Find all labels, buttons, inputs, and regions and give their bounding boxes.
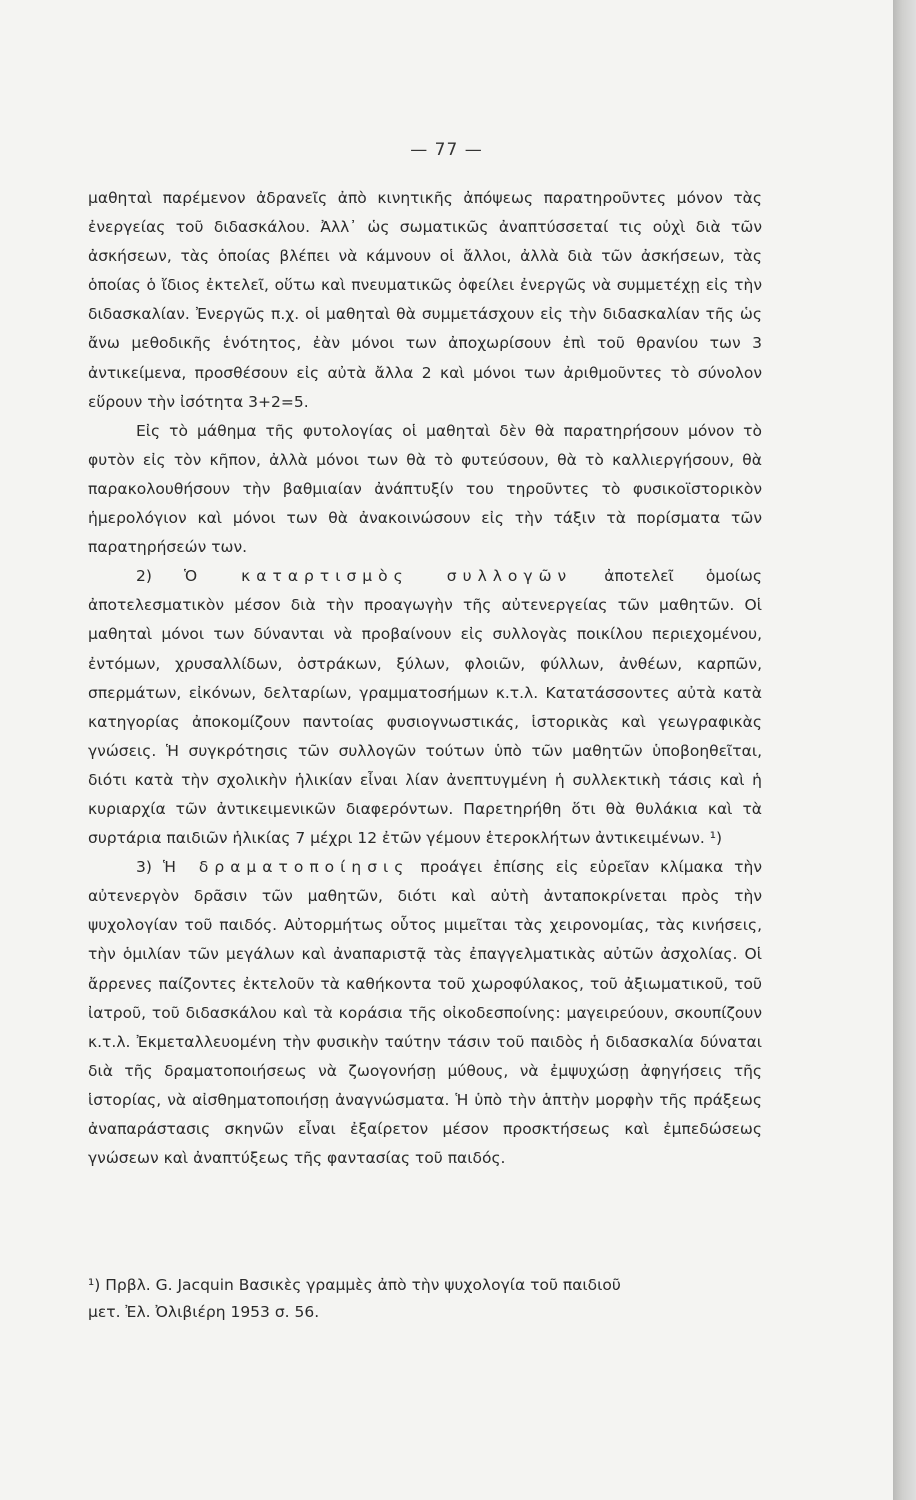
section-3-number: 3) (136, 858, 152, 877)
page-number: — 77 — (410, 140, 483, 160)
paragraph-1: μαθηταὶ παρέμενον ἀδρανεῖς ἀπὸ κινητικῆς ἀπόψεως παρατηροῦντες μόνον τὰς ἐνεργείας τοῦ διδασκάλου. Ἀλλ᾽ ὡς σωματικῶς ἀναπτύσσεταί τις οὐχὶ διὰ τῶν ἀσκήσεων, τὰς ὁποίας βλέπει νὰ κάμνουν οἱ ἄλλοι, ἀλλὰ διὰ τῶν ἀσκήσεων, τὰς ὁποίας ὁ ἴδιος ἐκτελεῖ, οὕτω καὶ πνευματικῶς ὀφείλει ἐνεργῶς νὰ συμμετέχῃ εἰς τὴν διδασκαλίαν. Ἐνεργῶς π.χ. οἱ μαθηταὶ θὰ συμμετάσχουν εἰς τὴν διδασκαλίαν τῆς ὡς ἄνω μεθοδικῆς ἑνότητος, ἐὰν μόνοι των ἀποχωρίσουν ἐπὶ τοῦ θρανίου των 3 ἀντικείμενα, προσθέσουν εἰς αὐτὰ ἄλλα 2 καὶ μόνοι των ἀριθμοῦντες τὸ σύνολον εὕρουν τὴν ἰσότητα 3+2=5. (88, 189, 762, 411)
section-2-title: Ὁ καταρτισμὸς συλλογῶν (183, 567, 573, 586)
footnote-mark: ¹) (88, 1276, 101, 1294)
footnote-line-1 (88, 1272, 762, 1299)
section-3-text: προάγει ἐπίσης εἰς εὐρεῖαν κλίμακα τὴν αὐτενεργὸν δρᾶσιν τῶν μαθητῶν, διότι καὶ αὐτὴ ἀνταποκρίνεται πρὸς τὴν ψυχολογίαν τοῦ παιδός. Αὐτορμήτως οὗτος μιμεῖται τὰς χειρονομίας, τὰς κινήσεις, τὴν ὁμιλίαν τῶν μεγάλων καὶ ἀναπαριστᾷ τὰς ἐπαγγελματικὰς αὐτῶν ἀσχολίας. Οἱ ἄρρενες παίζοντες ἐκτελοῦν τὰ καθήκοντα τοῦ χωροφύλακος, τοῦ ἀξιωματικοῦ, τοῦ ἰατροῦ, τοῦ διδασκάλου καὶ τὰ κοράσια τῆς οἰκοδεσποίνης: μαγειρεύουν, σκουπίζουν κ.τ.λ. Ἐκμεταλλευομένη τὴν φυσικὴν ταύτην τάσιν τοῦ παιδὸς ἡ διδασκαλία δύναται διὰ τῆς δραματοποιήσεως νὰ ζωογονήσῃ μύθους, νὰ ἐμψυχώσῃ ἀφηγήσεις τῆς ἱστορίας, νὰ αἰσθηματοποιήσῃ ἀναγνώσματα. Ἡ ὑπὸ τὴν ἁπτὴν μορφὴν τῆς πράξεως ἀναπαράστασις σκηνῶν εἶναι ἐξαίρετον μέσον προσκτήσεως καὶ ἐμπεδώσεως γνώσεων καὶ ἀναπτύξεως τῆς φαντασίας τοῦ παιδός. (88, 858, 762, 1168)
section-3-paragraph (88, 853, 762, 1173)
footnote-line-2: μετ. Ἐλ. Ὀλιβιέρη 1953 σ. 56. (88, 1303, 320, 1321)
section-2-text: ἀποτελεῖ ὁμοίως ἀποτελεσματικὸν μέσον διὰ τὴν προαγωγὴν τῆς αὐτενεργείας τῶν μαθητῶν. Οἱ μαθηταὶ μόνοι των δύνανται νὰ προβαίνουν εἰς συλλογὰς ποικίλου περιεχομένου, ἐντόμων, χρυσαλλίδων, ὀστράκων, ξύλων, φλοιῶν, φύλλων, ἀνθέων, καρπῶν, σπερμάτων, εἰκόνων, δελταρίων, γραμματοσήμων κ.τ.λ. Κατατάσσοντες αὐτὰ κατὰ κατηγορίας ἀποκομίζουν παντοίας φυσιογνωστικάς, ἱστορικὰς καὶ γεωγραφικὰς γνώσεις. Ἡ συγκρότησις τῶν συλλογῶν τούτων ὑπὸ τῶν μαθητῶν ὑποβοηθεῖται, διότι κατὰ τὴν σχολικὴν ἡλικίαν εἶναι λίαν ἀνεπτυγμένη ἡ συλλεκτικὴ τάσις καὶ ἡ κυριαρχία τῶν ἀντικειμενικῶν διαφερόντων. Παρετηρήθη ὅτι θὰ θυλάκια καὶ τὰ συρτάρια παιδιῶν ἡλικίας 7 μέχρι 12 ἐτῶν γέμουν ἑτεροκλήτων ἀντικειμένων. (88, 567, 762, 848)
footnote-reference: ¹) (709, 829, 723, 848)
page-edge (893, 0, 916, 1500)
section-2-paragraph (88, 562, 762, 853)
paragraph-2: Εἰς τὸ μάθημα τῆς φυτολογίας οἱ μαθηταὶ δὲν θὰ παρατηρήσουν μόνον τὸ φυτὸν εἰς τὸν κῆπον, ἀλλὰ μόνοι των θὰ τὸ φυτεύσουν, θὰ τὸ καλλιεργήσουν, θὰ παρακολουθήσουν τὴν βαθμιαίαν ἀνάπτυξίν του τηροῦντες τὸ φυσικοϊστορικὸν ἡμερολόγιον καὶ μόνοι των θὰ ἀνακοινώσουν εἰς τὴν τάξιν τὰ πορίσματα τῶν παρατηρήσεών των. (88, 421, 762, 557)
section-2-number: 2) (136, 567, 152, 586)
section-3-title: Ἡ δραματοποίησις (162, 858, 410, 877)
body-text (88, 184, 762, 1173)
footnote-citation: Πρβλ. G. Jacquin Βασικὲς γραμμὲς ἀπὸ τὴν ψυχολογία τοῦ παιδιοῦ (105, 1276, 621, 1294)
footnote (88, 1272, 762, 1326)
